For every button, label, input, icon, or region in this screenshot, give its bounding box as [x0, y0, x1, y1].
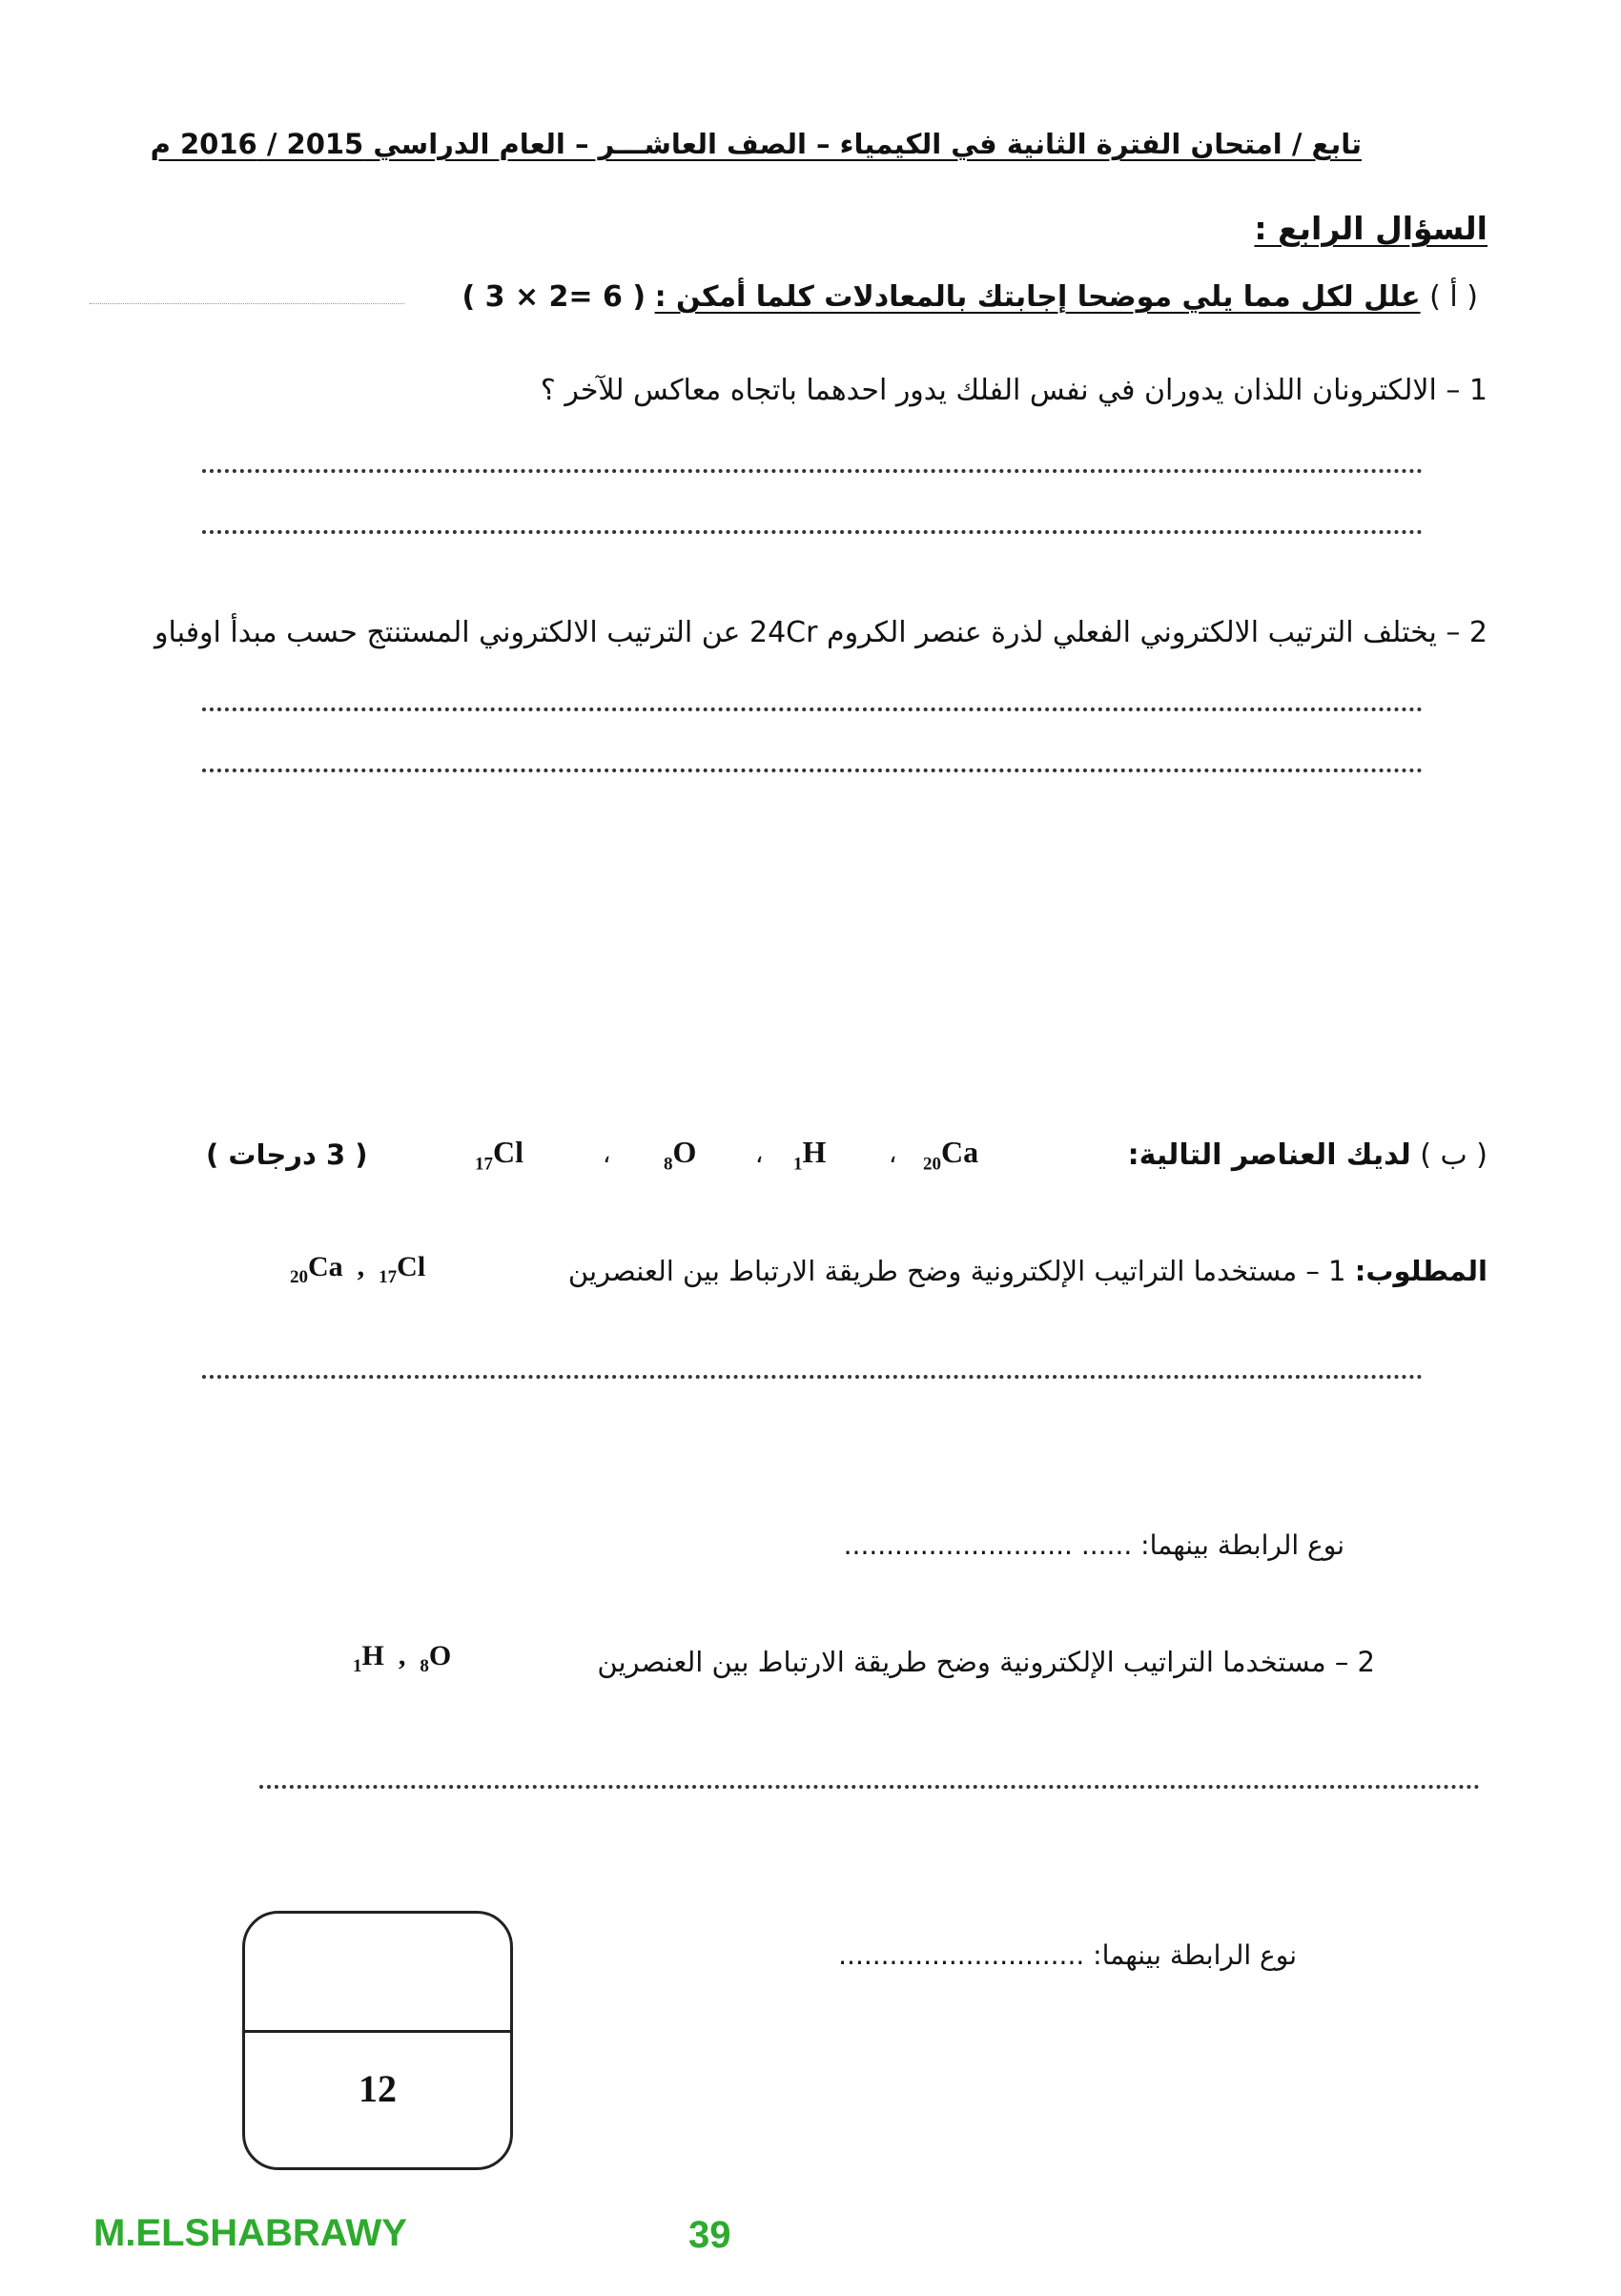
score-box	[242, 1911, 513, 2170]
requirement-1-text: 1 – مستخدما التراتيب الإلكترونية وضح طريقة الارتباط بين العنصرين	[567, 1255, 1346, 1287]
bond-type-1-dots[interactable]: ...... ...........................	[843, 1529, 1133, 1561]
part-b-intro: لديك العناصر التالية:	[1127, 1138, 1411, 1172]
element-o: $_8$O	[664, 1135, 697, 1175]
page-number: 39	[688, 2214, 731, 2256]
part-a-label: ( أ )	[1429, 280, 1478, 314]
element-h: $_1$H	[793, 1135, 827, 1175]
required-label: المطلوب:	[1354, 1255, 1488, 1287]
answer-line-a2-2[interactable]	[202, 769, 1423, 772]
element-separator-2: ،	[755, 1140, 764, 1169]
part-a-marks: ( 3 × 2= 6 )	[462, 280, 646, 314]
requirement-1	[568, 1255, 1488, 1287]
exam-header-title: تابع / امتحان الفترة الثانية في الكيمياء – الصف العاشـــر – العام الدراسي 2015 / 2016 م	[150, 128, 1362, 160]
answer-line-a1-2[interactable]	[202, 530, 1423, 534]
bond-type-2	[838, 1939, 1297, 1971]
bond-type-1	[844, 1529, 1344, 1561]
bond-type-2-dots[interactable]: .............................	[838, 1939, 1085, 1971]
element-ca: $_{20}$Ca	[923, 1135, 979, 1175]
element-separator-3: ،	[603, 1140, 611, 1169]
requirement-2-elements: $_1$H , $_8$O	[353, 1640, 452, 1676]
question-title: السؤال الرابع :	[1254, 210, 1488, 247]
part-a-item-1: 1 – الالكترونان اللذان يدوران في نفس الفلك يدور احدهما باتجاه معاكس للآخر ؟	[540, 374, 1488, 407]
score-box-divider	[245, 2030, 510, 2033]
part-a-instruction: علل لكل مما يلي موضحا إجابتك بالمعادلات كلما أمكن :	[654, 280, 1421, 314]
part-a-item-2: 2 – يختلف الترتيب الالكتروني الفعلي لذرة عنصر الكروم 24Cr عن الترتيب الالكتروني المستنتج حسب مبدأ اوفباو	[154, 616, 1488, 649]
bond-type-2-label: نوع الرابطة بينهما:	[1093, 1939, 1297, 1971]
element-separator-1: ،	[889, 1140, 897, 1169]
part-b-label: ( ب )	[1420, 1138, 1488, 1172]
requirement-2: 2 – مستخدما التراتيب الإلكترونية وضح طريقة الارتباط بين العنصرين	[597, 1646, 1375, 1678]
margin-speck-line	[90, 303, 404, 304]
part-b-heading	[1128, 1138, 1488, 1172]
element-cl: $_{17}$Cl	[475, 1135, 523, 1175]
bond-type-1-label: نوع الرابطة بينهما:	[1140, 1529, 1344, 1561]
answer-line-a2-1[interactable]	[202, 707, 1423, 711]
answer-line-b1[interactable]	[202, 1375, 1423, 1379]
answer-line-b2[interactable]	[259, 1785, 1480, 1789]
requirement-1-elements: $_{20}$Ca , $_{17}$Cl	[290, 1251, 426, 1287]
answer-line-a1-1[interactable]	[202, 469, 1423, 473]
footer-author: M.ELSHABRAWY	[93, 2212, 407, 2254]
part-a-heading	[462, 280, 1478, 314]
part-b-marks: ( 3 درجات )	[206, 1138, 368, 1171]
score-value: 12	[359, 2067, 397, 2110]
